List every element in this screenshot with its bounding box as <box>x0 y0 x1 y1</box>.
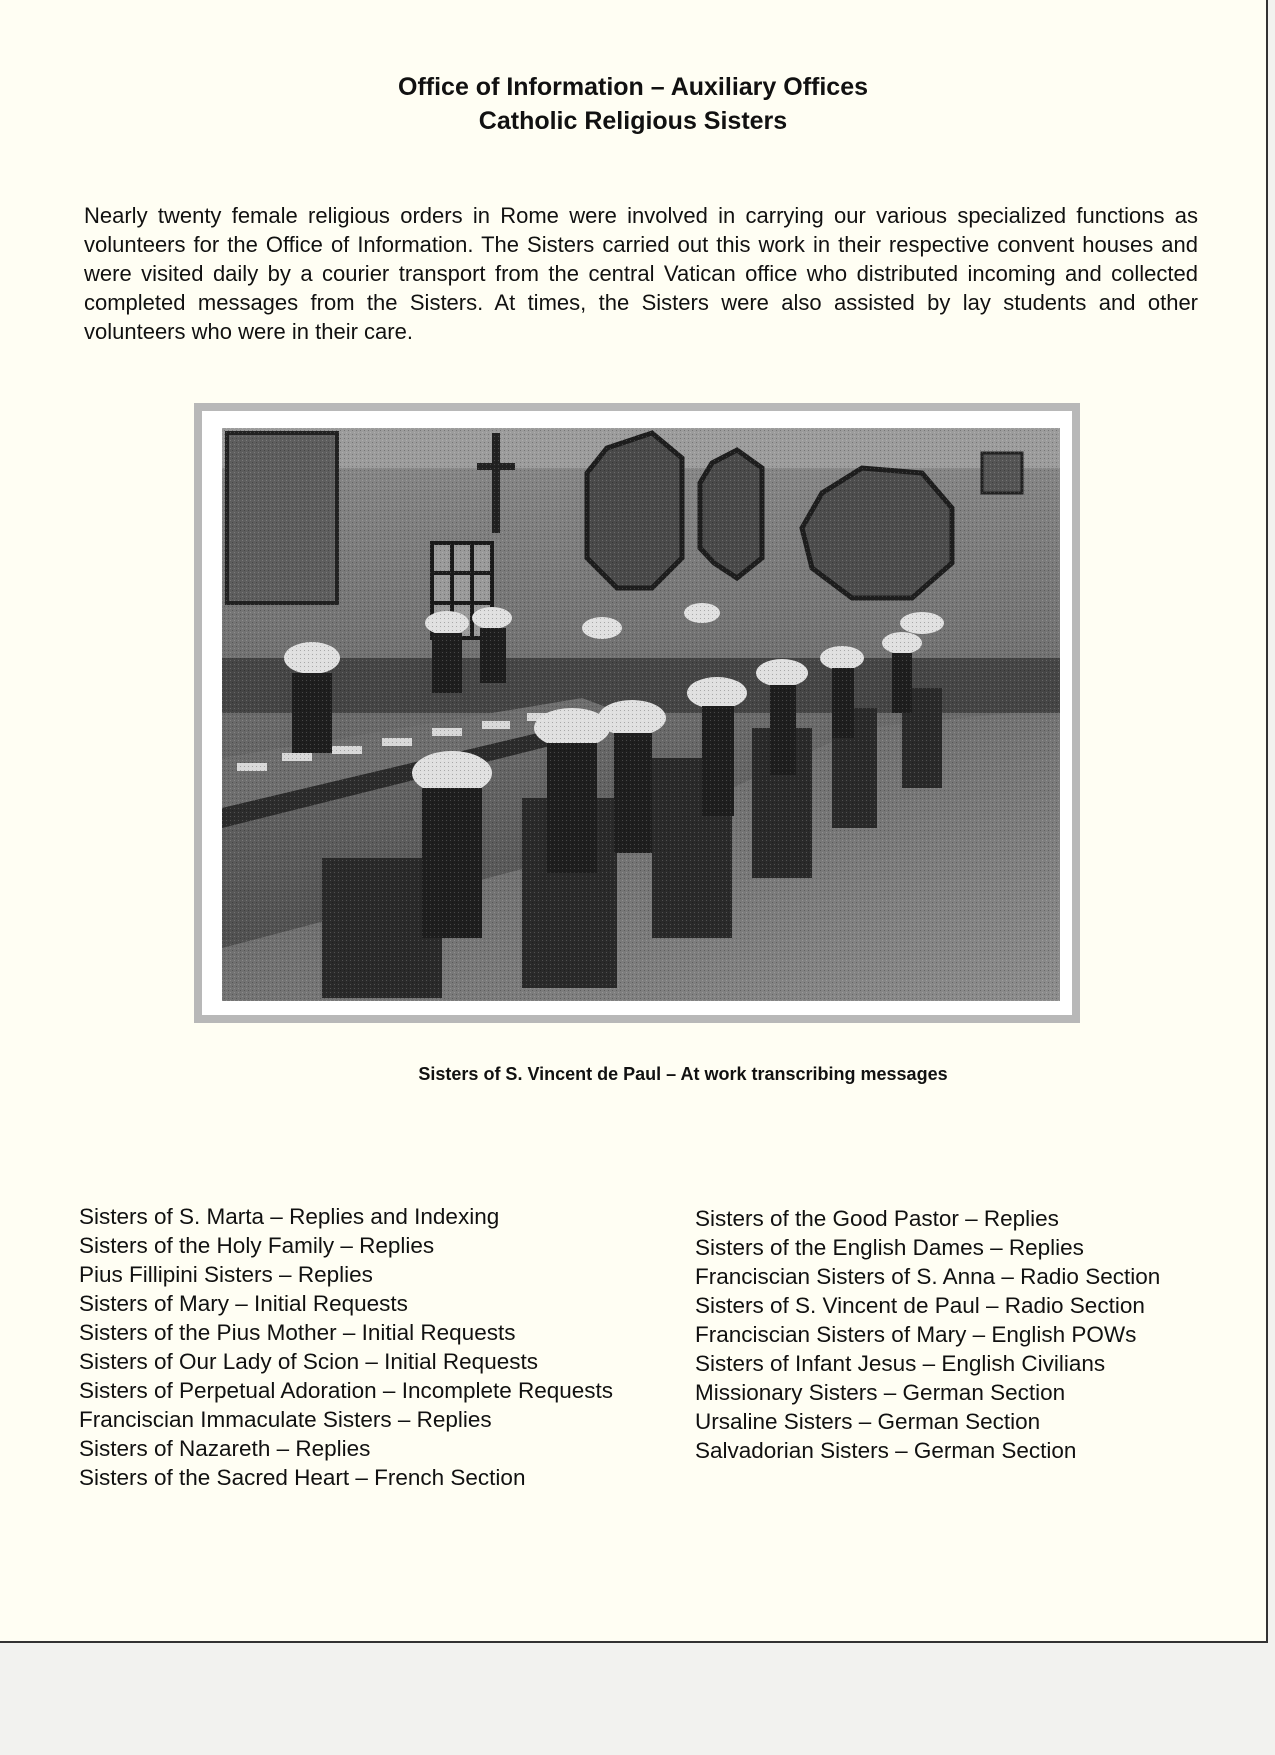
intro-paragraph: Nearly twenty female religious orders in Rome were involved in carrying our various specialized functions as volunteers for the Office of Information. The Sisters carried out this work in their respective convent houses and were visited daily by a courier transport from the central Vatican office who distributed incoming and collected completed messages from the Sisters. At times, the Sisters were also assisted by lay students and other volunteers who were in their care. <box>84 203 1198 344</box>
orders-list-left <box>79 1202 613 1492</box>
list-item: Missionary Sisters – German Section <box>695 1380 1066 1405</box>
list-item: Sisters of Perpetual Adoration – Incomplete Requests <box>79 1378 614 1403</box>
list-item: Sisters of the Sacred Heart – French Section <box>79 1465 526 1490</box>
list-item: Pius Fillipini Sisters – Replies <box>79 1262 373 1287</box>
list-item: Sisters of the Good Pastor – Replies <box>695 1206 1059 1231</box>
orders-list-right <box>695 1204 1160 1465</box>
title-line-2: Catholic Religious Sisters <box>478 107 788 135</box>
photo-caption: Sisters of S. Vincent de Paul – At work transcribing messages <box>418 1064 948 1084</box>
list-item: Franciscian Sisters of Mary – English POWs <box>695 1322 1137 1347</box>
list-item: Sisters of Our Lady of Scion – Initial Requests <box>79 1349 538 1374</box>
list-item: Sisters of the Pius Mother – Initial Requests <box>79 1320 516 1345</box>
list-item: Franciscian Immaculate Sisters – Replies <box>79 1407 492 1432</box>
title-line-1: Office of Information – Auxiliary Offices <box>398 73 868 101</box>
list-item: Sisters of the English Dames – Replies <box>695 1235 1084 1260</box>
photo-frame <box>194 403 1080 1023</box>
list-item: Salvadorian Sisters – German Section <box>695 1438 1077 1463</box>
list-item: Ursaline Sisters – German Section <box>695 1409 1041 1434</box>
list-item: Sisters of Mary – Initial Requests <box>79 1291 408 1316</box>
list-item: Sisters of Nazareth – Replies <box>79 1436 371 1461</box>
photo-illustration <box>222 428 1060 1001</box>
list-item: Franciscian Sisters of S. Anna – Radio Section <box>695 1264 1161 1289</box>
list-item: Sisters of S. Marta – Replies and Indexing <box>79 1204 500 1229</box>
photograph-sisters-at-work <box>222 428 1060 1001</box>
list-item: Sisters of Infant Jesus – English Civilians <box>695 1351 1106 1376</box>
list-item: Sisters of S. Vincent de Paul – Radio Section <box>695 1293 1145 1318</box>
page-title <box>0 70 1266 138</box>
list-item: Sisters of the Holy Family – Replies <box>79 1233 435 1258</box>
